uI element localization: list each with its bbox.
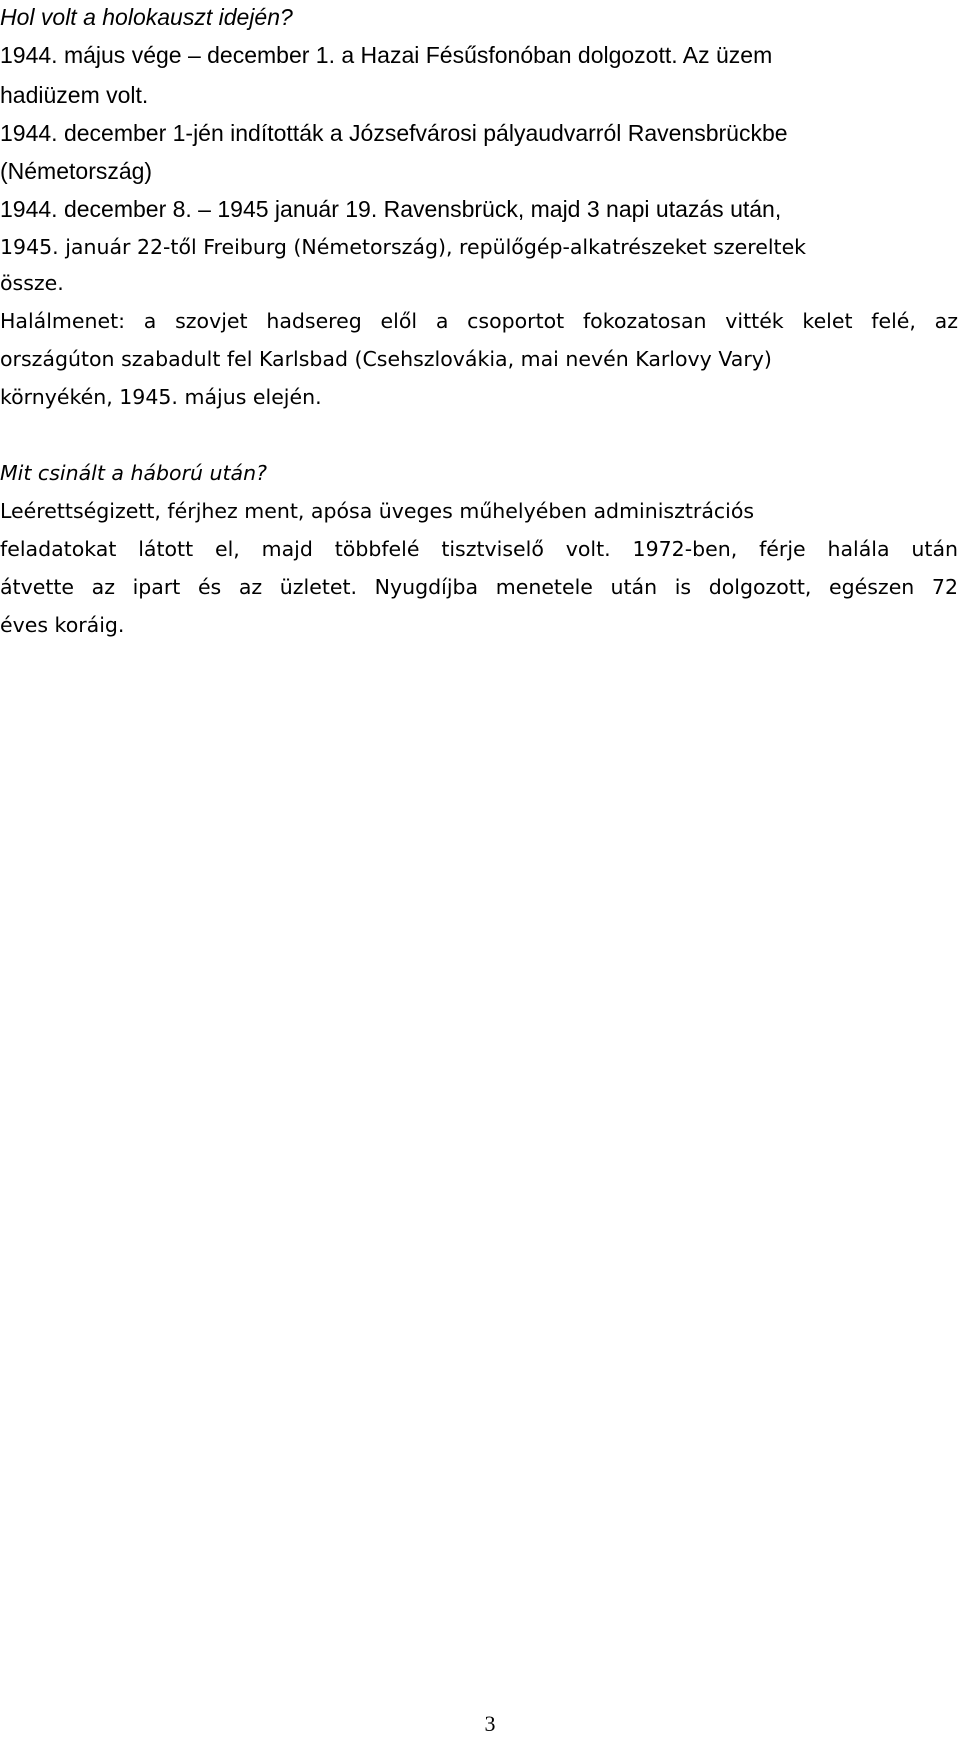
text-line: hadiüzem volt. bbox=[0, 82, 149, 108]
text-line: éves koráig. bbox=[0, 613, 125, 637]
text-line: össze. bbox=[0, 271, 64, 295]
text-line: környékén, 1945. május elején. bbox=[0, 385, 322, 409]
page-number: 3 bbox=[484, 1711, 496, 1736]
text-line: Leérettségizett, férjhez ment, apósa üveges műhelyében adminisztrációs bbox=[0, 499, 755, 523]
text-line: 1944. december 1-jén indították a Józsefvárosi pályaudvarról Ravensbrückbe bbox=[0, 120, 788, 146]
text-line: feladatokat látott el, majd többfelé tisztviselő volt. 1972-ben, férje halála után bbox=[0, 537, 958, 561]
text-line: 1944. december 8. – 1945 január 19. Ravensbrück, majd 3 napi utazás után, bbox=[0, 196, 782, 222]
text-line: Halálmenet: a szovjet hadsereg elől a csoportot fokozatosan vitték kelet felé, az bbox=[0, 309, 958, 333]
section-heading-after-war: Mit csinált a háború után? bbox=[0, 461, 267, 485]
text-line: 1945. január 22-től Freiburg (Németország), repülőgép-alkatrészeket szereltek bbox=[0, 235, 807, 259]
text-line: országúton szabadult fel Karlsbad (Csehszlovákia, mai nevén Karlovy Vary) bbox=[0, 347, 772, 371]
text-line: 1944. május vége – december 1. a Hazai Fésűsfonóban dolgozott. Az üzem bbox=[0, 42, 773, 68]
section-heading-holocaust: Hol volt a holokauszt idején? bbox=[0, 4, 293, 30]
text-line: (Németország) bbox=[0, 158, 153, 184]
text-line: átvette az ipart és az üzletet. Nyugdíjba menetele után is dolgozott, egészen 72 bbox=[0, 575, 958, 599]
